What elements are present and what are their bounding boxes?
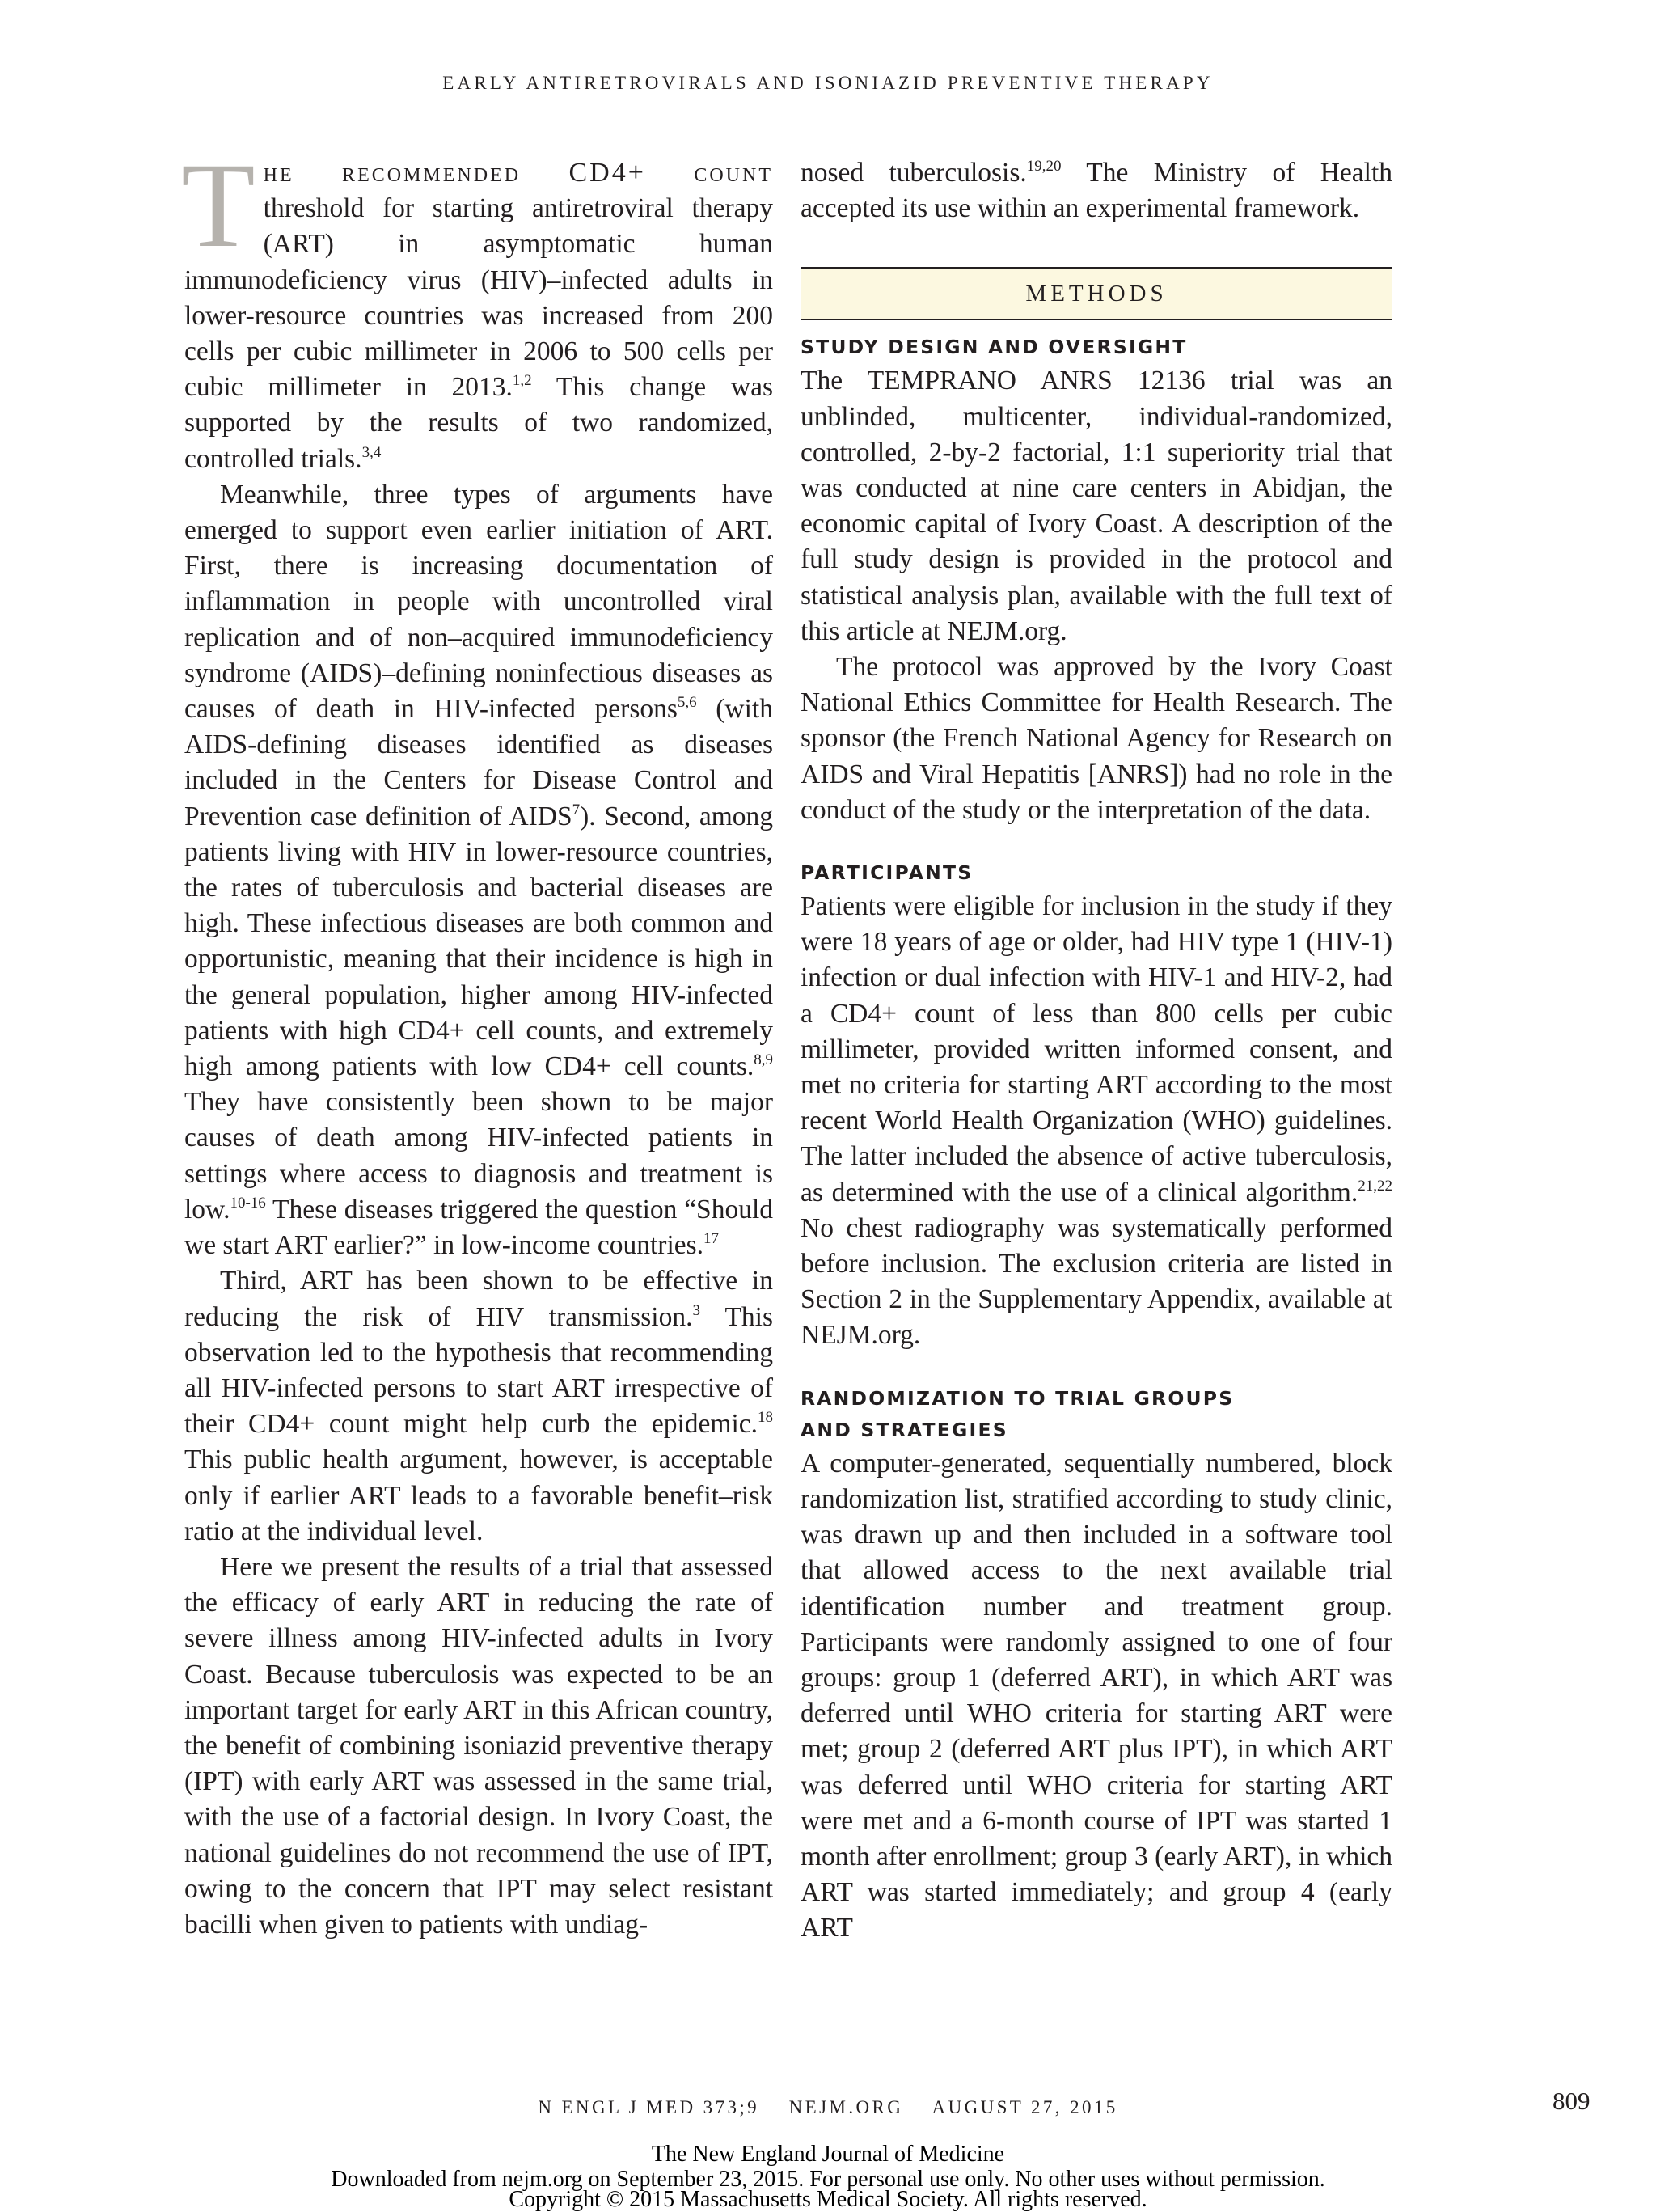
subsection-heading: [801, 1383, 1392, 1446]
journal-citation-footer: N ENGL J MED 373;9 NEJM.ORG AUGUST 27, 2015: [538, 2097, 1118, 2117]
subsection-heading-line: RANDOMIZATION TO TRIAL GROUPS: [801, 1386, 1235, 1410]
intro-text: This change was supported by the results of two randomized, controlled trials.: [184, 372, 773, 474]
right-column: [801, 155, 1392, 1947]
citation: 21,22: [1358, 1177, 1392, 1195]
download-notice: Downloaded from nejm.org on September 23, 2015. For personal use only. No other uses without permission.: [331, 2167, 1325, 2192]
subsection-heading: STUDY DESIGN AND OVERSIGHT: [801, 336, 1188, 359]
body-text: Patients were eligible for inclusion in the study if they were 18 years of age or older, had HIV type 1 (HIV-1) infection or dual infection with HIV-1 and HIV-2, had a CD4+ count of less than 800 cells per cubic millimeter, provided written informed consent, and met no criteria for starting ART according to the most recent World Health Organization (WHO) guidelines. The latter included the absence of active tuberculosis, as determined with the use of a clinical algorithm.: [801, 891, 1392, 1208]
body-text: (with AIDS-defining diseases identified as diseases included in the Centers for Disease Control and Prevention case definition of AIDS: [184, 694, 773, 831]
body-paragraph: Here we present the results of a trial that assessed the efficacy of early ART in reducing the rate of severe illness among HIV-infected adults in Ivory Coast. Because tuberculosis was expected to be an important target for early ART in this African country, the benefit of combining isoniazid preventive therapy (IPT) with early ART was assessed in the same trial, with the use of a factorial design. In Ivory Coast, the national guidelines do not recommend the use of IPT, owing to the concern that IPT may select resistant bacilli when given to patients with undiag-: [184, 1551, 773, 1939]
body-text: No chest radiography was systematically performed before inclusion. The exclusion criteria are listed in Section 2 in the Supplementary Appendix, available at NEJM.org.: [801, 1212, 1392, 1351]
copyright-notice: Copyright © 2015 Massachusetts Medical Society. All rights reserved.: [509, 2187, 1147, 2212]
body-text: This observation led to the hypothesis that recommending all HIV-infected persons to start ART irrespective of their CD4+ count might help curb the epidemic.: [184, 1301, 774, 1440]
body-text: Third, ART has been shown to be effective in reducing the risk of HIV transmission.: [184, 1266, 773, 1332]
body-paragraph: [801, 155, 1392, 226]
intro-text: threshold for starting antiretroviral therapy (ART) in asymptomatic human immunodeficiency virus (HIV)–infected adults in lower-resource countries was increased from 200 cells per cubic millimeter in 2006 to 500 cells per cubic millimeter in 2013.: [184, 193, 773, 403]
citation: 18: [758, 1409, 773, 1427]
body-paragraph: [184, 477, 773, 1263]
body-text: This public health argument, however, is acceptable only if earlier ART leads to a favorable benefit–risk ratio at the individual level.: [184, 1444, 773, 1546]
subsection-heading: PARTICIPANTS: [801, 861, 974, 885]
citation: 7: [572, 801, 581, 818]
methods-section-heading: METHODS: [801, 267, 1392, 320]
citation: 5,6: [677, 694, 697, 712]
body-paragraph: The protocol was approved by the Ivory Coast National Ethics Committee for Health Research. The sponsor (the French National Agency for Research on AIDS and Viral Hepatitis [ANRS]) had no role in the conduct of the study or the interpretation of the data.: [801, 652, 1392, 825]
body-text: ). Second, among patients living with HIV in lower-resource countries, the rates of tuberculosis and bacterial diseases are high. These infectious diseases are both common and opportunistic, meaning that their incidence is high in the general population, higher among HIV-infected patients with high CD4+ cell counts, and extremely high among patients with low CD4+ cell counts.: [184, 801, 773, 1082]
subsection-heading-line: AND STRATEGIES: [801, 1418, 1008, 1441]
intro-paragraph: [181, 138, 773, 477]
page-number: 809: [1552, 2087, 1591, 2115]
citation: 8,9: [754, 1051, 773, 1069]
body-paragraph: [184, 1263, 773, 1550]
body-paragraph: The TEMPRANO ANRS 12136 trial was an unblinded, multicenter, individual-randomized, controlled, 2-by-2 factorial, 1:1 superiority trial that was conducted at nine care centers in Abidjan, the economic capital of Ivory Coast. A description of the full study design is provided in the protocol and statistical analysis plan, available with the full text of this article at NEJM.org.: [801, 366, 1392, 646]
body-text: These diseases triggered the question “Should we start ART earlier?” in low-income countries.: [184, 1194, 773, 1261]
left-column: [181, 138, 774, 1943]
drop-cap: T: [181, 138, 256, 273]
running-head: EARLY ANTIRETROVIRALS AND ISONIAZID PREVENTIVE THERAPY: [442, 73, 1214, 93]
lead-in-smallcaps: he recommended CD4+ count: [263, 158, 773, 188]
body-text: The Ministry of Health accepted its use within an experimental framework.: [801, 158, 1392, 224]
body-text: Meanwhile, three types of arguments have emerged to support even earlier initiation of ART. First, there is increasing documentation of inflammation in people with uncontrolled viral replication and of non–acquired immunodeficiency syndrome (AIDS)–defining noninfectious diseases as causes of death in HIV-infected persons: [184, 479, 773, 725]
body-text: They have consistently been shown to be major causes of death among HIV-infected patients in settings where access to diagnosis and treatment is low.: [184, 1087, 773, 1224]
body-text: nosed tuberculosis.: [801, 158, 1027, 188]
citation: 3,4: [361, 443, 382, 461]
body-paragraph: [801, 889, 1392, 1354]
citation: 3: [692, 1301, 700, 1319]
citation: 17: [703, 1230, 720, 1248]
citation: 1,2: [512, 372, 532, 390]
download-notice-journal: The New England Journal of Medicine: [651, 2142, 1005, 2167]
body-paragraph: A computer-generated, sequentially numbered, block randomization list, stratified according to study clinic, was drawn up and then included in a software tool that allowed access to the next available trial identification number and treatment group. Participants were randomly assigned to one of four groups: group 1 (deferred ART), in which ART was deferred until WHO criteria for starting ART were met; group 2 (deferred ART plus IPT), in which ART was deferred until WHO criteria for starting ART were met and a 6-month course of IPT was started 1 month after enrollment; group 3 (early ART), in which ART was started immediately; and group 4 (early ART: [801, 1448, 1393, 1943]
citation: 19,20: [1026, 158, 1062, 175]
citation: 10-16: [230, 1194, 266, 1212]
